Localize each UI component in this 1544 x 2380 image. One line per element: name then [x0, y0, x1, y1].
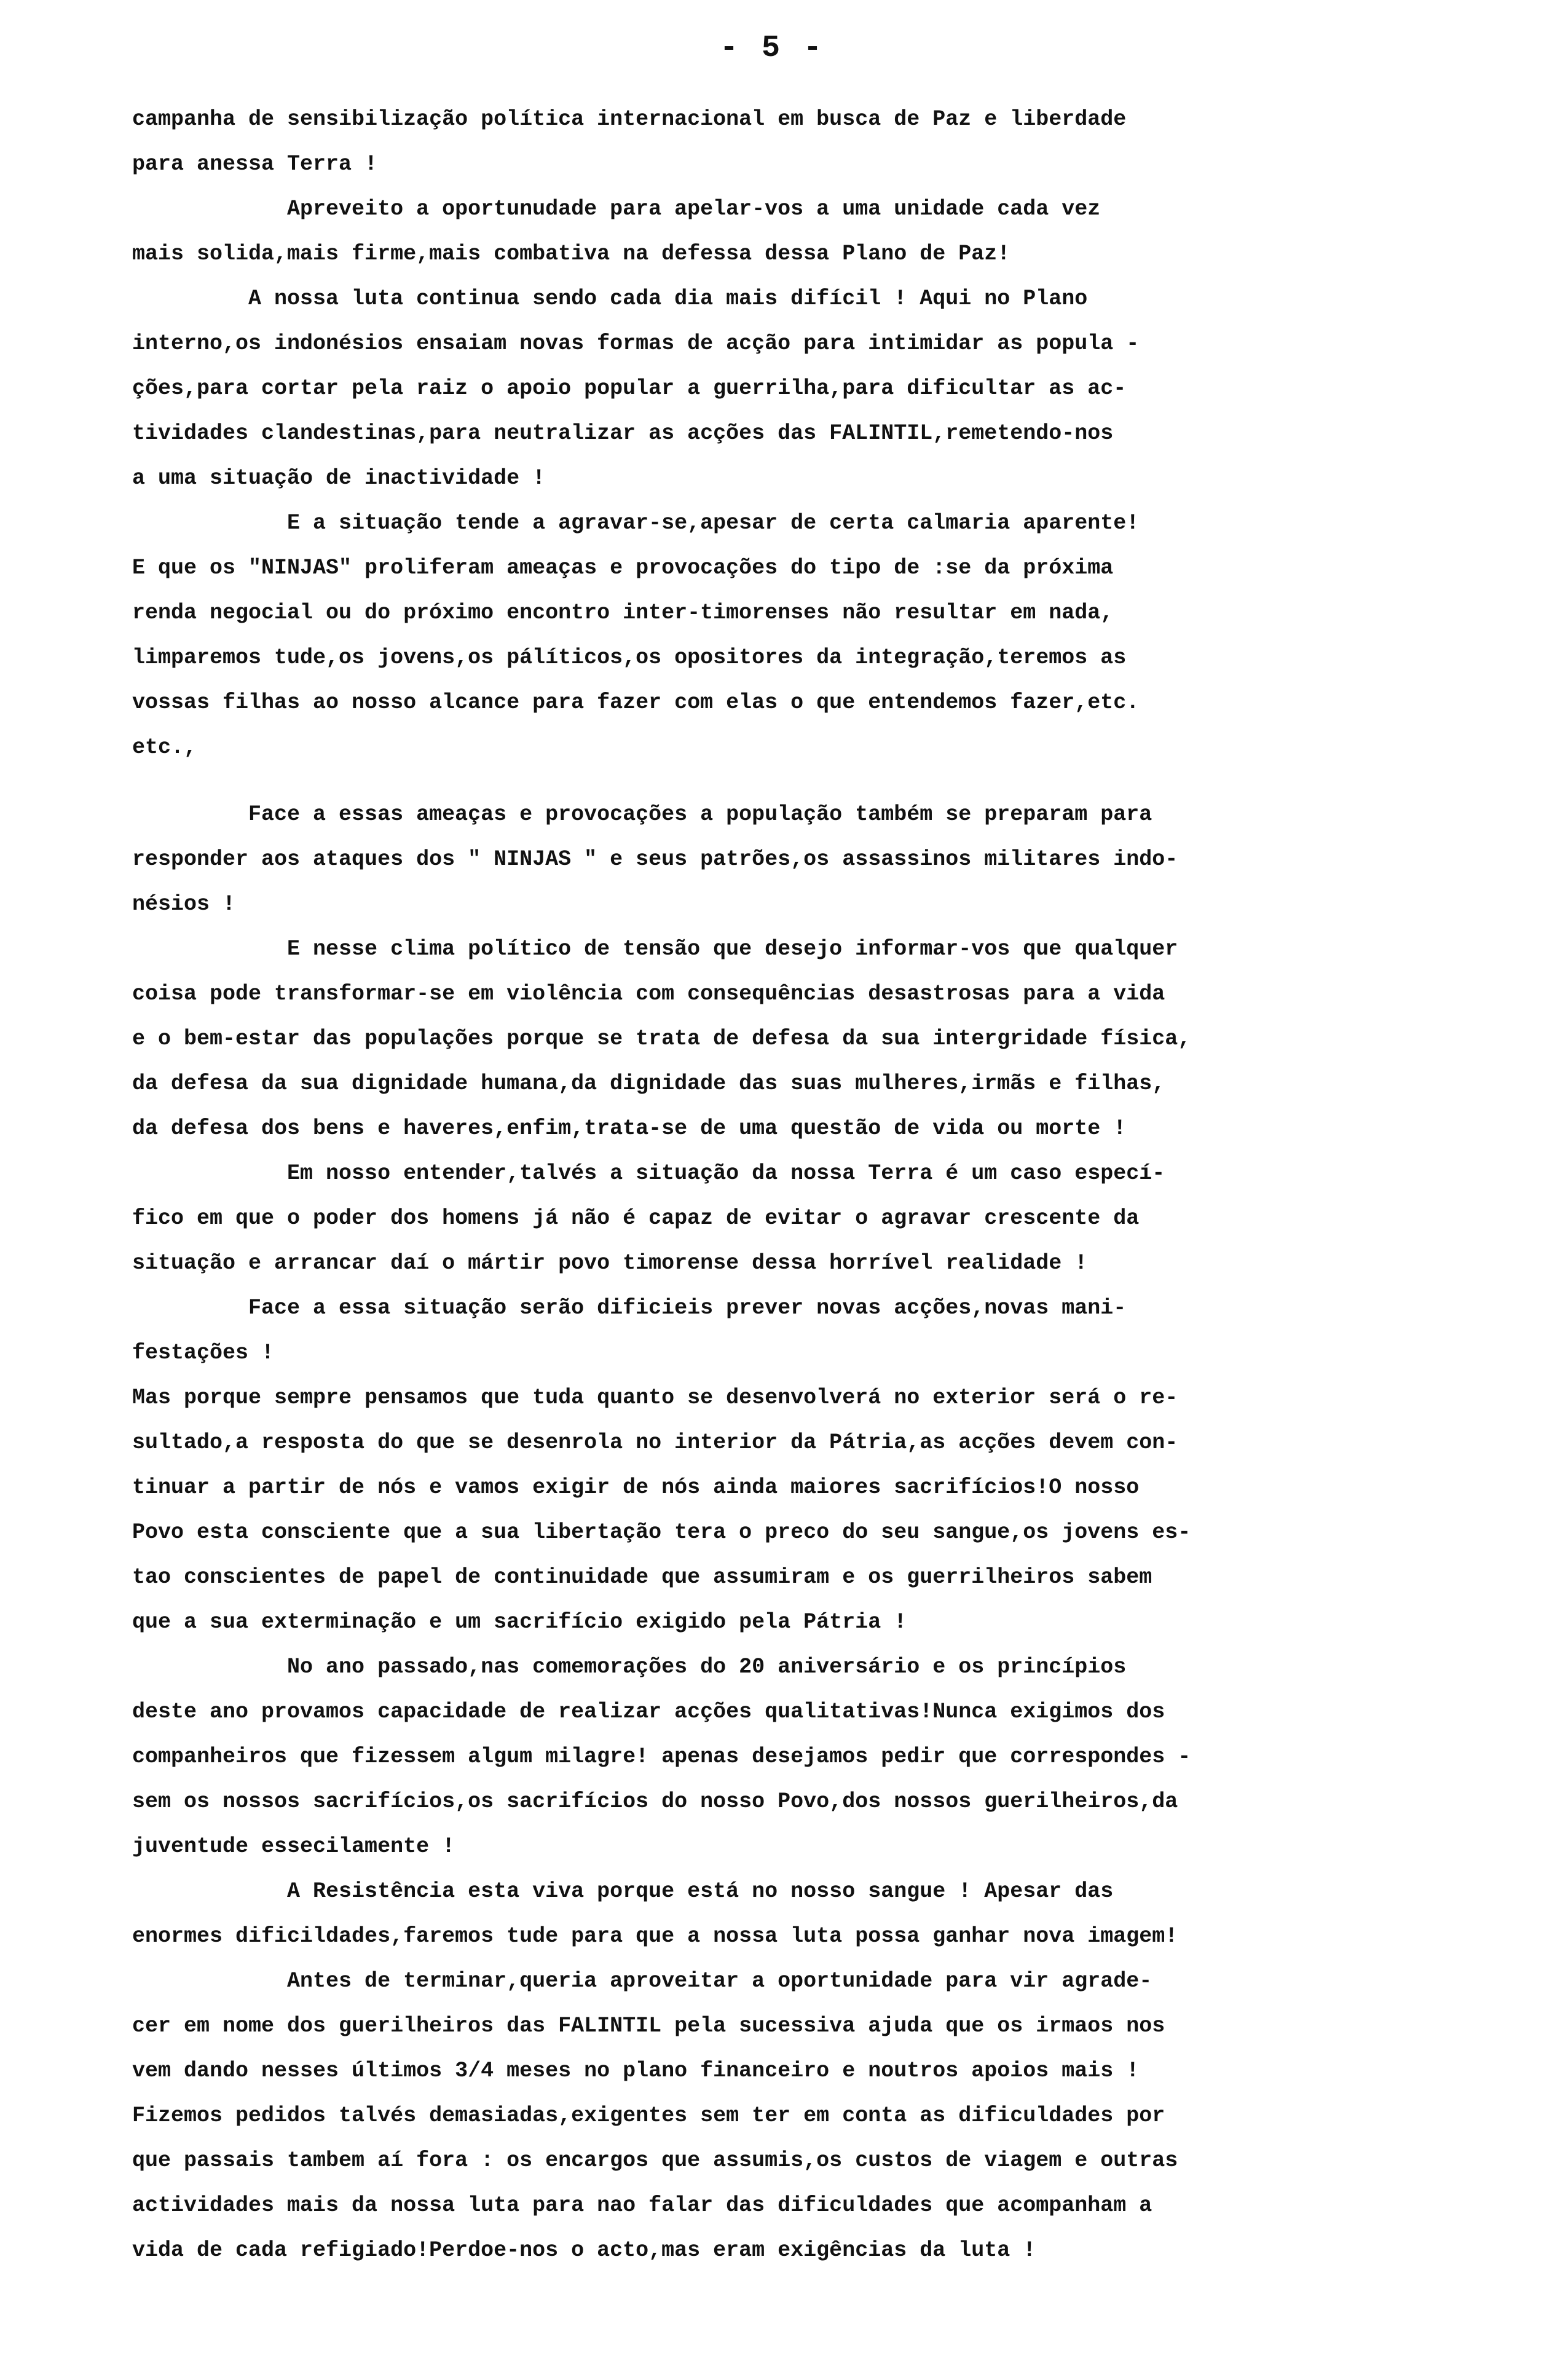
- text-line: deste ano provamos capacidade de realizar acções qualitativas!Nunca exigimos dos: [132, 1700, 1165, 1724]
- text-line: No ano passado,nas comemorações do 20 aniversário e os princípios: [132, 1655, 1127, 1679]
- text-line: tinuar a partir de nós e vamos exigir de nós ainda maiores sacrifícios!O nosso: [132, 1475, 1140, 1500]
- text-line: campanha de sensibilização política internacional em busca de Paz e liberdade: [132, 107, 1127, 132]
- text-line: que a sua exterminação e um sacrifício exigido pela Pátria !: [132, 1610, 907, 1634]
- text-line: responder aos ataques dos " NINJAS " e seus patrões,os assassinos militares indo-: [132, 847, 1178, 872]
- page-number: - 5 -: [719, 31, 825, 66]
- text-line: nésios !: [132, 892, 236, 916]
- text-line: enormes dificildades,faremos tude para que a nossa luta possa ganhar nova imagem!: [132, 1924, 1178, 1949]
- text-line: etc.,: [132, 735, 197, 760]
- text-line: juventude essecilamente !: [132, 1834, 455, 1859]
- text-line: Em nosso entender,talvés a situação da nossa Terra é um caso especí-: [132, 1161, 1165, 1186]
- text-line: ções,para cortar pela raiz o apoio popular a guerrilha,para dificultar as ac-: [132, 376, 1127, 401]
- text-line: tividades clandestinas,para neutralizar as acções das FALINTIL,remetendo-nos: [132, 421, 1114, 446]
- text-line: sultado,a resposta do que se desenrola no interior da Pátria,as acções devem con-: [132, 1430, 1178, 1455]
- text-line: da defesa da sua dignidade humana,da dignidade das suas mulheres,irmãs e filhas,: [132, 1071, 1165, 1096]
- text-line: a uma situação de inactividade !: [132, 466, 546, 491]
- text-line: fico em que o poder dos homens já não é capaz de evitar o agravar crescente da: [132, 1206, 1140, 1231]
- text-line: da defesa dos bens e haveres,enfim,trata-se de uma questão de vida ou morte !: [132, 1116, 1127, 1141]
- text-line: companheiros que fizessem algum milagre! apenas desejamos pedir que correspondes -: [132, 1744, 1191, 1769]
- text-line: Povo esta consciente que a sua libertação tera o preco do seu sangue,os jovens es-: [132, 1520, 1191, 1545]
- text-line: que passais tambem aí fora : os encargos que assumis,os custos de viagem e outras: [132, 2148, 1178, 2173]
- text-line: E que os "NINJAS" proliferam ameaças e provocações do tipo de :se da próxima: [132, 556, 1114, 580]
- text-line: Face a essas ameaças e provocações a população também se preparam para: [132, 802, 1152, 827]
- paragraph-gap: [132, 770, 1448, 792]
- text-line: vida de cada refigiado!Perdoe-nos o acto,mas eram exigências da luta !: [132, 2238, 1036, 2263]
- text-line: festações !: [132, 1341, 275, 1365]
- text-line: para anessa Terra !: [132, 152, 378, 176]
- text-line: Face a essa situação serão dificieis prever novas acções,novas mani-: [132, 1296, 1127, 1320]
- text-line: E a situação tende a agravar-se,apesar de certa calmaria aparente!: [132, 511, 1140, 535]
- text-line: limparemos tude,os jovens,os pálíticos,os opositores da integração,teremos as: [132, 645, 1127, 670]
- text-line: Antes de terminar,queria aproveitar a oportunidade para vir agrade-: [132, 1969, 1152, 1993]
- text-line: A Resistência esta viva porque está no nosso sangue ! Apesar das: [132, 1879, 1114, 1904]
- text-line: sem os nossos sacrifícios,os sacrifícios do nosso Povo,dos nossos guerilheiros,da: [132, 1789, 1178, 1814]
- text-line: renda negocial ou do próximo encontro inter-timorenses não resultar em nada,: [132, 601, 1114, 625]
- text-line: e o bem-estar das populações porque se trata de defesa da sua intergridade física,: [132, 1026, 1191, 1051]
- text-line: cer em nome dos guerilheiros das FALINTIL pela sucessiva ajuda que os irmaos nos: [132, 2014, 1165, 2038]
- text-line: mais solida,mais firme,mais combativa na defessa dessa Plano de Paz!: [132, 242, 1010, 266]
- text-line: situação e arrancar daí o mártir povo timorense dessa horrível realidade !: [132, 1251, 1088, 1275]
- text-line: tao conscientes de papel de continuidade que assumiram e os guerrilheiros sabem: [132, 1565, 1152, 1590]
- text-line: Fizemos pedidos talvés demasiadas,exigentes sem ter em conta as dificuldades por: [132, 2103, 1165, 2128]
- text-line: interno,os indonésios ensaiam novas formas de acção para intimidar as popula -: [132, 331, 1140, 356]
- text-line: A nossa luta continua sendo cada dia mais difícil ! Aqui no Plano: [132, 286, 1088, 311]
- text-line: vem dando nesses últimos 3/4 meses no plano financeiro e noutros apoios mais !: [132, 2059, 1140, 2083]
- text-line: coisa pode transformar-se em violência com consequências desastrosas para a vida: [132, 982, 1165, 1006]
- text-line: E nesse clima político de tensão que desejo informar-vos que qualquer: [132, 937, 1178, 961]
- text-line: actividades mais da nossa luta para nao falar das dificuldades que acompanham a: [132, 2193, 1152, 2218]
- text-line: Mas porque sempre pensamos que tuda quanto se desenvolverá no exterior será o re-: [132, 1385, 1178, 1410]
- text-line: vossas filhas ao nosso alcance para fazer com elas o que entendemos fazer,etc.: [132, 690, 1140, 715]
- text-line: Apreveito a oportunudade para apelar-vos a uma unidade cada vez: [132, 197, 1101, 221]
- letter-body: [132, 97, 1448, 2273]
